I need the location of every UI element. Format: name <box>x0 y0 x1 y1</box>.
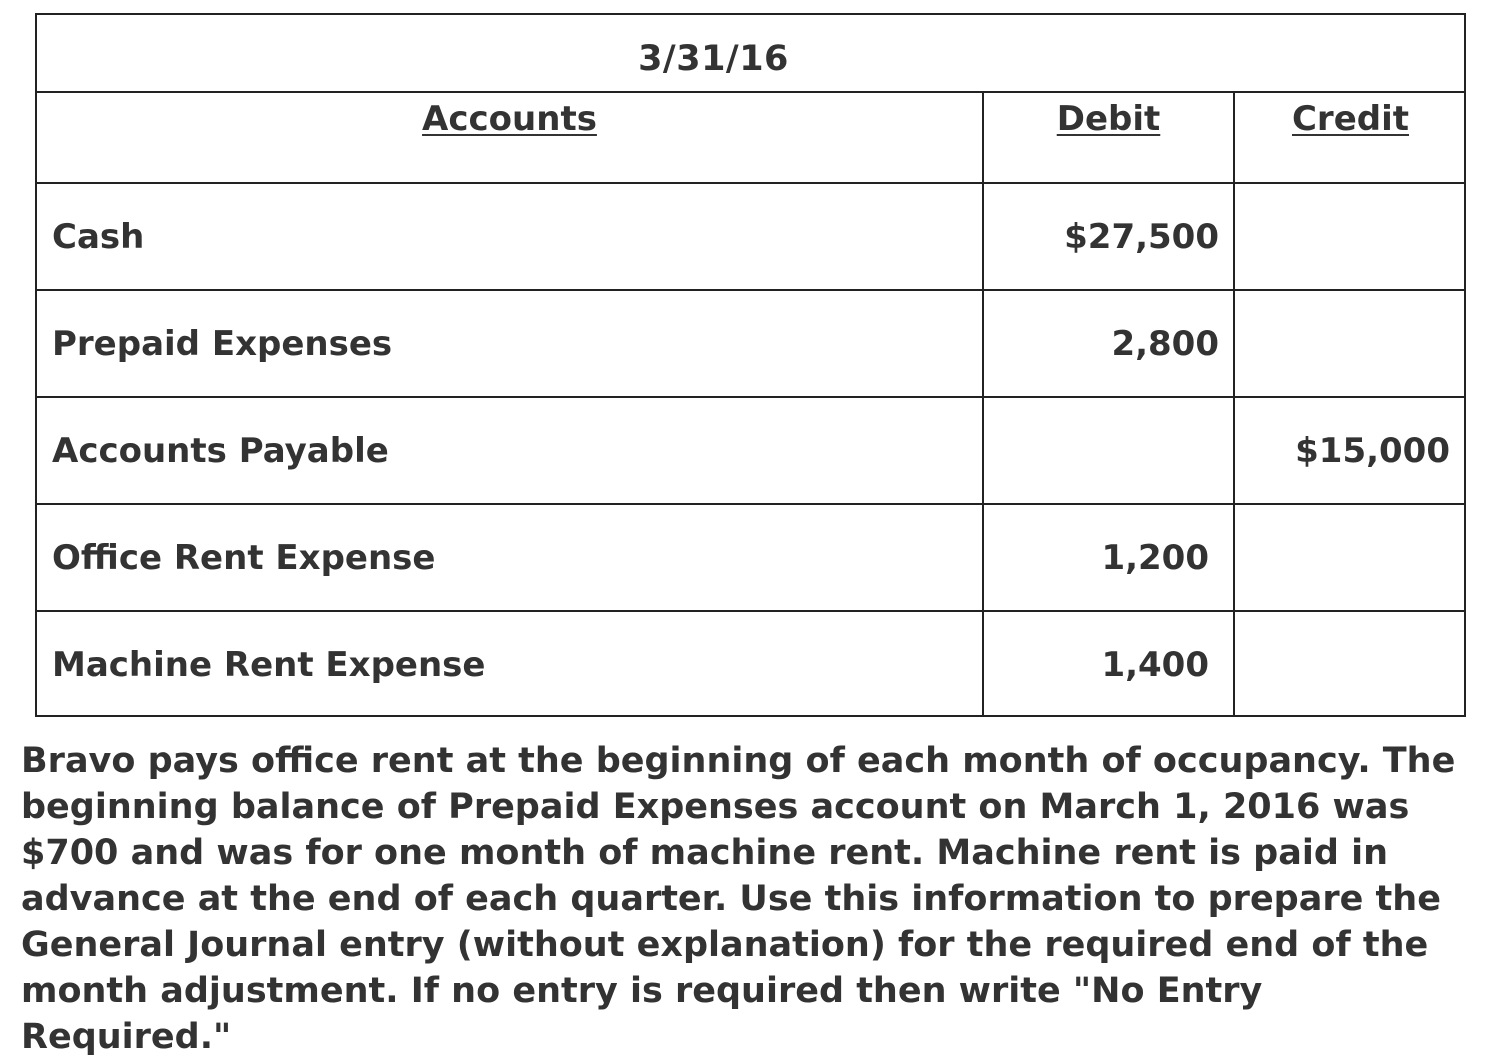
credit-cell <box>1233 184 1466 289</box>
journal-date: 3/31/16 <box>638 39 789 79</box>
table-row <box>37 184 1464 289</box>
account-cell: Machine Rent Expense <box>52 644 486 685</box>
table-row <box>37 612 1464 717</box>
account-cell: Prepaid Expenses <box>52 323 393 364</box>
journal-table <box>35 13 1466 717</box>
header-credit: Credit <box>1291 99 1410 139</box>
header-credit-cell <box>1233 91 1466 182</box>
journal-date-row <box>37 15 1464 93</box>
account-cell: Cash <box>52 216 145 257</box>
credit-cell <box>1233 612 1466 717</box>
question-text: Bravo pays office rent at the beginning of each month of occupancy. The beginning balance of Prepaid Expenses account on March 1, 2016 was $700 and was for one month of machine rent. Machine rent is paid in advance at the end of each quarter. Use this information to prepare the General Journal entry (without explanation) for the required end of the month adjustment. If no entry is required then write "No Entry Required." <box>21 741 1456 1057</box>
debit-cell: 2,800 <box>982 291 1233 396</box>
debit-cell <box>982 398 1233 503</box>
debit-cell: 1,200 <box>982 505 1233 610</box>
journal-grid <box>37 91 1464 715</box>
table-header-row <box>37 91 1464 182</box>
credit-cell <box>1233 291 1466 396</box>
account-cell: Office Rent Expense <box>52 537 436 578</box>
table-row <box>37 398 1464 503</box>
table-row <box>37 291 1464 396</box>
debit-cell: $27,500 <box>982 184 1233 289</box>
header-debit-cell <box>982 91 1233 182</box>
header-accounts-cell <box>37 91 982 182</box>
table-row <box>37 505 1464 610</box>
header-accounts: Accounts <box>422 99 597 139</box>
credit-cell: $15,000 <box>1233 398 1466 503</box>
account-cell: Accounts Payable <box>52 430 389 471</box>
debit-cell: 1,400 <box>982 612 1233 717</box>
header-debit: Debit <box>1056 99 1161 139</box>
credit-cell <box>1233 505 1466 610</box>
